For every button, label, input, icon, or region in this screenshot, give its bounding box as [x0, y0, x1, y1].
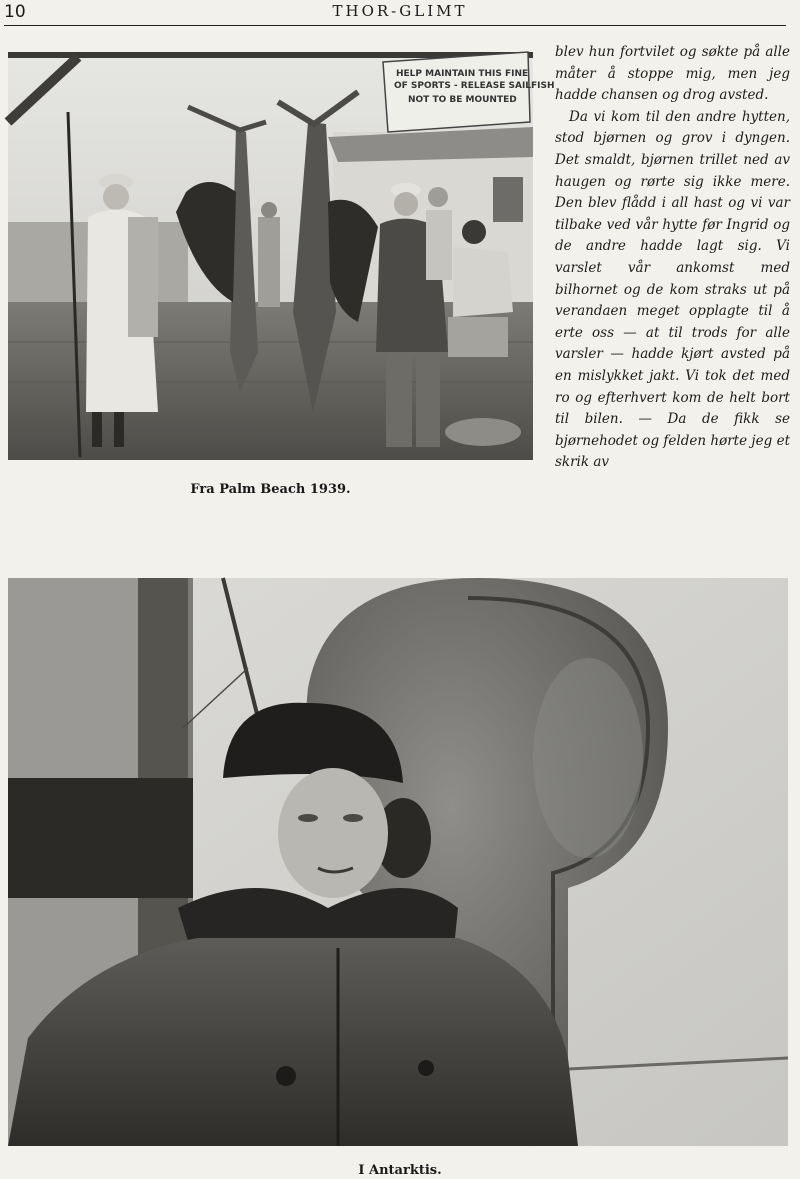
antarctic-photo: [8, 578, 788, 1146]
palm-beach-caption: Fra Palm Beach 1939.: [190, 482, 351, 497]
article-text-column: [555, 42, 790, 474]
antarctic-caption: I Antarktis.: [358, 1163, 442, 1178]
header-rule: [4, 25, 786, 26]
svg-text:HELP MAINTAIN THIS FINE: HELP MAINTAIN THIS FINE: [396, 69, 529, 79]
svg-text:OF SPORTS - RELEASE SAILFISH: OF SPORTS - RELEASE SAILFISH: [394, 81, 555, 91]
page-number: 10: [4, 2, 26, 22]
svg-text:NOT TO BE MOUNTED: NOT TO BE MOUNTED: [408, 95, 517, 105]
article-paragraph: blev hun fortvilet og søkte på alle måter å stoppe mig, men jeg hadde chansen og drog avsted.: [555, 44, 790, 104]
running-title: THOR-GLIMT: [332, 2, 468, 20]
palm-beach-photo: [8, 52, 555, 460]
article-paragraph: Da vi kom til den andre hytten, stod bjørnen og grov i dyngen. Det smaldt, bjørnen trillet ned av haugen og rørte sig ikke mere. Den blev flådd i all hast og vi var tilbake ved vår hytte før Ingrid og de andre hadde lagt sig. Vi varslet vår ankomst med bilhornet og de kom straks ut på verandaen meget opplagte til å erte oss — at til trods for alle varsler — hadde kjørt avsted på en mislykket jakt. Vi tok det med ro og efterhvert kom de helt bort til bilen. — Da de fikk se bjørnehodet og felden hørte jeg et skrik av: [555, 108, 790, 471]
